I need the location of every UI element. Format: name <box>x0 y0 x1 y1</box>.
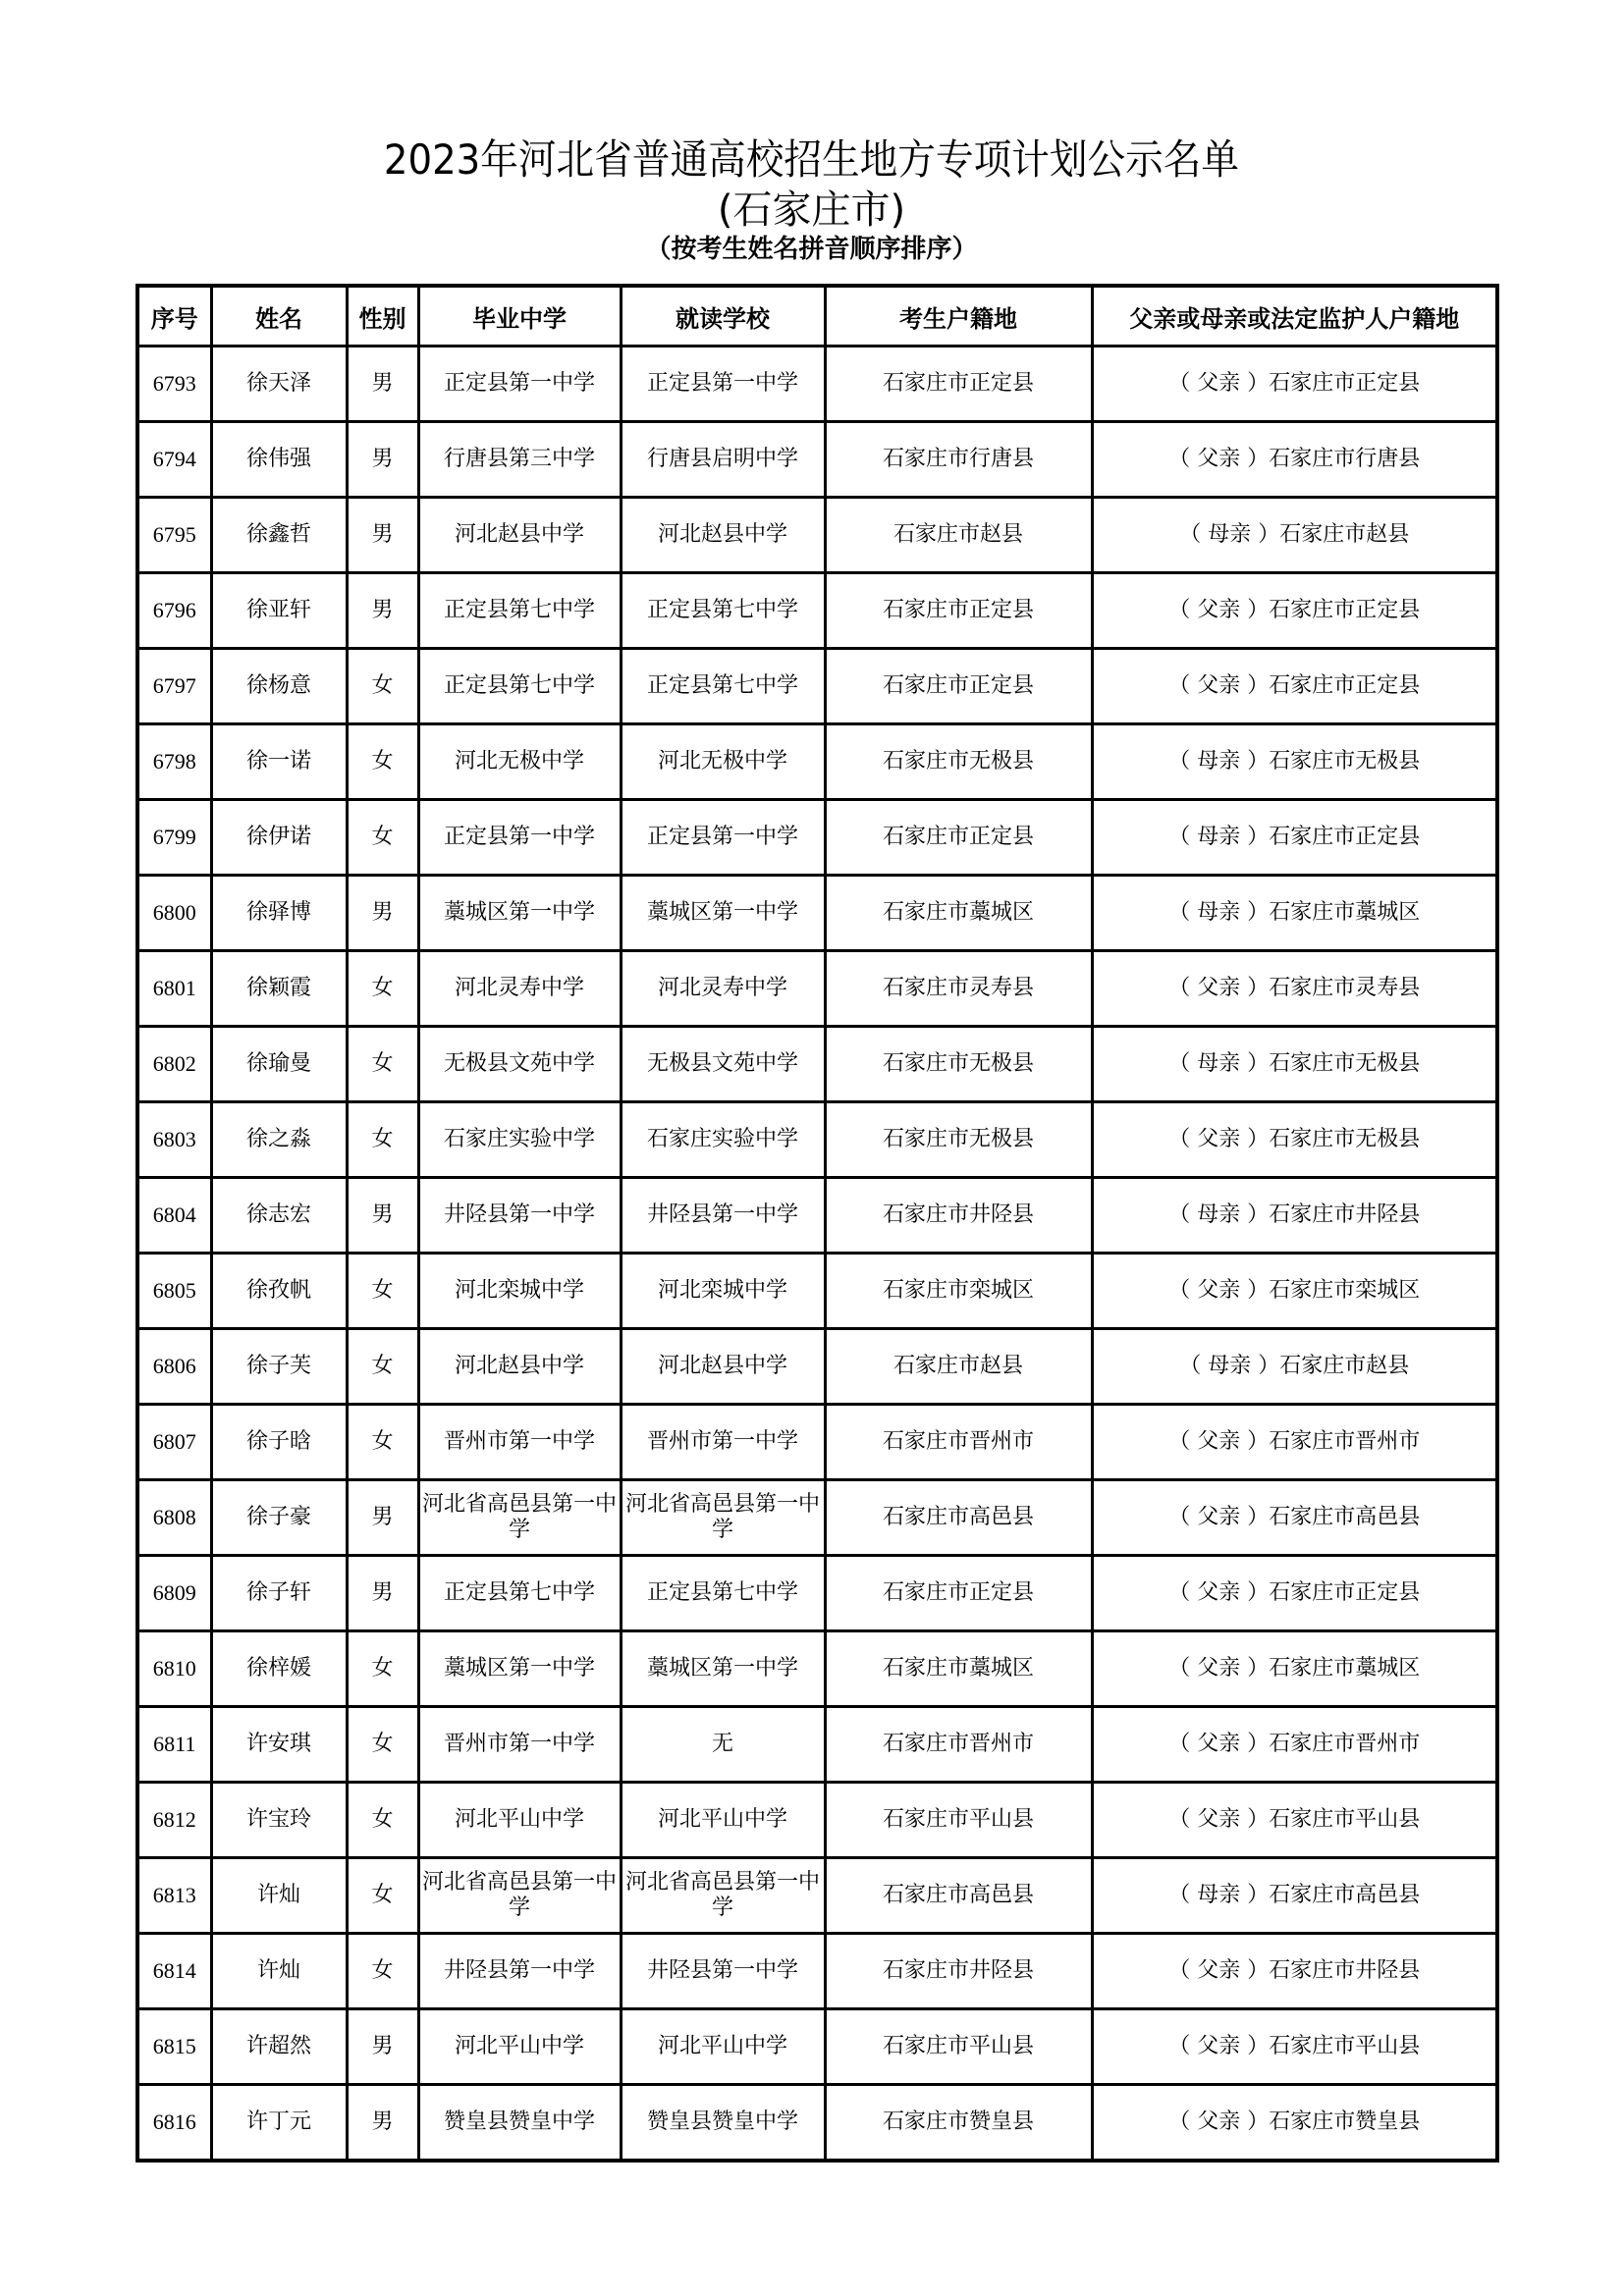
cell-parent-hukou: （ 母亲 ）石家庄市赵县 <box>1092 1329 1497 1405</box>
cell-grad-school: 正定县第七中学 <box>418 1556 621 1631</box>
cell-current-school: 正定县第七中学 <box>621 649 825 724</box>
cell-hukou: 石家庄市井陉县 <box>825 1178 1092 1254</box>
cell-gender: 女 <box>347 800 418 876</box>
cell-current-school: 正定县第一中学 <box>621 800 825 876</box>
cell-grad-school: 正定县第一中学 <box>418 800 621 876</box>
cell-current-school: 河北省高邑县第一中学 <box>621 1858 825 1934</box>
cell-parent-hukou: （ 母亲 ）石家庄市正定县 <box>1092 800 1497 876</box>
cell-name: 许灿 <box>211 1934 347 2009</box>
cell-current-school: 河北省高邑县第一中学 <box>621 1480 825 1556</box>
cell-name: 许宝玲 <box>211 1783 347 1858</box>
cell-parent-hukou: （ 父亲 ）石家庄市行唐县 <box>1092 422 1497 498</box>
cell-name: 许安琪 <box>211 1707 347 1783</box>
cell-current-school: 赞皇县赞皇中学 <box>621 2085 825 2162</box>
cell-hukou: 石家庄市正定县 <box>825 573 1092 649</box>
cell-gender: 女 <box>347 1934 418 2009</box>
cell-parent-hukou: （ 母亲 ）石家庄市赵县 <box>1092 498 1497 573</box>
cell-current-school: 正定县第七中学 <box>621 1556 825 1631</box>
roster-body <box>137 347 1497 2162</box>
table-row <box>137 724 1497 800</box>
cell-grad-school: 河北平山中学 <box>418 2009 621 2085</box>
cell-gender: 男 <box>347 573 418 649</box>
table-row <box>137 649 1497 724</box>
cell-name: 徐志宏 <box>211 1178 347 1254</box>
cell-gender: 男 <box>347 2085 418 2162</box>
document-city: (石家庄市) <box>717 187 906 233</box>
table-row <box>137 1178 1497 1254</box>
cell-parent-hukou: （ 父亲 ）石家庄市晋州市 <box>1092 1707 1497 1783</box>
cell-current-school: 晋州市第一中学 <box>621 1405 825 1480</box>
cell-grad-school: 井陉县第一中学 <box>418 1178 621 1254</box>
cell-no: 6793 <box>137 347 211 422</box>
cell-current-school: 藁城区第一中学 <box>621 876 825 951</box>
cell-no: 6802 <box>137 1027 211 1102</box>
cell-name: 徐一诺 <box>211 724 347 800</box>
cell-name: 徐孜帆 <box>211 1254 347 1329</box>
cell-current-school: 行唐县启明中学 <box>621 422 825 498</box>
cell-hukou: 石家庄市平山县 <box>825 1783 1092 1858</box>
table-row <box>137 573 1497 649</box>
cell-current-school: 河北赵县中学 <box>621 1329 825 1405</box>
cell-no: 6810 <box>137 1631 211 1707</box>
cell-grad-school: 河北赵县中学 <box>418 1329 621 1405</box>
cell-no: 6816 <box>137 2085 211 2162</box>
table-row <box>137 1405 1497 1480</box>
table-row <box>137 1329 1497 1405</box>
cell-gender: 女 <box>347 1707 418 1783</box>
cell-grad-school: 河北赵县中学 <box>418 498 621 573</box>
cell-parent-hukou: （ 父亲 ）石家庄市井陉县 <box>1092 1934 1497 2009</box>
cell-grad-school: 河北省高邑县第一中学 <box>418 1480 621 1556</box>
cell-gender: 女 <box>347 1405 418 1480</box>
cell-name: 徐子豪 <box>211 1480 347 1556</box>
cell-no: 6815 <box>137 2009 211 2085</box>
cell-grad-school: 河北无极中学 <box>418 724 621 800</box>
header-hukou: 考生户籍地 <box>825 286 1092 347</box>
cell-no: 6809 <box>137 1556 211 1631</box>
cell-gender: 男 <box>347 1556 418 1631</box>
table-row <box>137 2009 1497 2085</box>
cell-no: 6798 <box>137 724 211 800</box>
roster-table <box>135 284 1499 2163</box>
cell-no: 6797 <box>137 649 211 724</box>
cell-gender: 女 <box>347 1102 418 1178</box>
cell-parent-hukou: （ 父亲 ）石家庄市平山县 <box>1092 2009 1497 2085</box>
header-parent-hukou: 父亲或母亲或法定监护人户籍地 <box>1092 286 1497 347</box>
cell-hukou: 石家庄市平山县 <box>825 2009 1092 2085</box>
cell-gender: 女 <box>347 1027 418 1102</box>
cell-grad-school: 行唐县第三中学 <box>418 422 621 498</box>
cell-name: 徐梓媛 <box>211 1631 347 1707</box>
cell-no: 6804 <box>137 1178 211 1254</box>
table-row <box>137 1783 1497 1858</box>
cell-gender: 女 <box>347 724 418 800</box>
cell-current-school: 河北平山中学 <box>621 2009 825 2085</box>
header-name: 姓名 <box>211 286 347 347</box>
cell-parent-hukou: （ 母亲 ）石家庄市高邑县 <box>1092 1858 1497 1934</box>
cell-hukou: 石家庄市行唐县 <box>825 422 1092 498</box>
cell-gender: 男 <box>347 1480 418 1556</box>
cell-name: 徐天泽 <box>211 347 347 422</box>
cell-current-school: 河北平山中学 <box>621 1783 825 1858</box>
sort-note: （按考生姓名拼音顺序排序） <box>645 235 978 264</box>
cell-name: 徐子芙 <box>211 1329 347 1405</box>
header-gender: 性别 <box>347 286 418 347</box>
cell-name: 徐杨意 <box>211 649 347 724</box>
cell-parent-hukou: （ 父亲 ）石家庄市正定县 <box>1092 347 1497 422</box>
cell-current-school: 河北栾城中学 <box>621 1254 825 1329</box>
cell-gender: 男 <box>347 498 418 573</box>
table-row <box>137 1254 1497 1329</box>
header-no: 序号 <box>137 286 211 347</box>
cell-grad-school: 河北灵寿中学 <box>418 951 621 1027</box>
header-current-school: 就读学校 <box>621 286 825 347</box>
cell-hukou: 石家庄市高邑县 <box>825 1480 1092 1556</box>
cell-hukou: 石家庄市无极县 <box>825 1027 1092 1102</box>
document-title: 2023年河北省普通高校招生地方专项计划公示名单 <box>383 135 1240 184</box>
cell-no: 6800 <box>137 876 211 951</box>
cell-name: 许超然 <box>211 2009 347 2085</box>
cell-hukou: 石家庄市藁城区 <box>825 1631 1092 1707</box>
cell-hukou: 石家庄市赵县 <box>825 1329 1092 1405</box>
cell-hukou: 石家庄市正定县 <box>825 1556 1092 1631</box>
cell-grad-school: 正定县第七中学 <box>418 649 621 724</box>
cell-name: 徐伟强 <box>211 422 347 498</box>
cell-no: 6801 <box>137 951 211 1027</box>
cell-gender: 男 <box>347 422 418 498</box>
header-grad-school: 毕业中学 <box>418 286 621 347</box>
cell-gender: 男 <box>347 1178 418 1254</box>
cell-no: 6808 <box>137 1480 211 1556</box>
cell-current-school: 河北赵县中学 <box>621 498 825 573</box>
cell-parent-hukou: （ 父亲 ）石家庄市高邑县 <box>1092 1480 1497 1556</box>
cell-current-school: 河北无极中学 <box>621 724 825 800</box>
cell-hukou: 石家庄市井陉县 <box>825 1934 1092 2009</box>
cell-parent-hukou: （ 母亲 ）石家庄市无极县 <box>1092 1027 1497 1102</box>
cell-parent-hukou: （ 父亲 ）石家庄市平山县 <box>1092 1783 1497 1858</box>
cell-no: 6794 <box>137 422 211 498</box>
table-row <box>137 1102 1497 1178</box>
cell-gender: 女 <box>347 951 418 1027</box>
cell-grad-school: 晋州市第一中学 <box>418 1707 621 1783</box>
cell-gender: 女 <box>347 1254 418 1329</box>
cell-name: 徐伊诺 <box>211 800 347 876</box>
table-row <box>137 1858 1497 1934</box>
cell-parent-hukou: （ 父亲 ）石家庄市正定县 <box>1092 1556 1497 1631</box>
cell-parent-hukou: （ 母亲 ）石家庄市藁城区 <box>1092 876 1497 951</box>
table-row <box>137 951 1497 1027</box>
cell-parent-hukou: （ 母亲 ）石家庄市无极县 <box>1092 724 1497 800</box>
cell-grad-school: 无极县文苑中学 <box>418 1027 621 1102</box>
cell-parent-hukou: （ 父亲 ）石家庄市赞皇县 <box>1092 2085 1497 2162</box>
cell-name: 徐子晗 <box>211 1405 347 1480</box>
cell-hukou: 石家庄市藁城区 <box>825 876 1092 951</box>
cell-current-school: 无 <box>621 1707 825 1783</box>
cell-current-school: 井陉县第一中学 <box>621 1178 825 1254</box>
cell-parent-hukou: （ 父亲 ）石家庄市无极县 <box>1092 1102 1497 1178</box>
cell-no: 6803 <box>137 1102 211 1178</box>
cell-parent-hukou: （ 父亲 ）石家庄市藁城区 <box>1092 1631 1497 1707</box>
cell-name: 徐鑫哲 <box>211 498 347 573</box>
cell-current-school: 河北灵寿中学 <box>621 951 825 1027</box>
cell-gender: 女 <box>347 1858 418 1934</box>
cell-parent-hukou: （ 父亲 ）石家庄市正定县 <box>1092 573 1497 649</box>
cell-hukou: 石家庄市正定县 <box>825 800 1092 876</box>
cell-parent-hukou: （ 母亲 ）石家庄市井陉县 <box>1092 1178 1497 1254</box>
cell-hukou: 石家庄市正定县 <box>825 649 1092 724</box>
cell-parent-hukou: （ 父亲 ）石家庄市晋州市 <box>1092 1405 1497 1480</box>
cell-current-school: 正定县第一中学 <box>621 347 825 422</box>
cell-gender: 男 <box>347 876 418 951</box>
cell-name: 徐子轩 <box>211 1556 347 1631</box>
cell-current-school: 藁城区第一中学 <box>621 1631 825 1707</box>
cell-name: 许丁元 <box>211 2085 347 2162</box>
cell-grad-school: 石家庄实验中学 <box>418 1102 621 1178</box>
table-row <box>137 1707 1497 1783</box>
cell-no: 6807 <box>137 1405 211 1480</box>
cell-hukou: 石家庄市无极县 <box>825 724 1092 800</box>
cell-no: 6799 <box>137 800 211 876</box>
cell-gender: 男 <box>347 347 418 422</box>
cell-gender: 男 <box>347 2009 418 2085</box>
cell-name: 徐驿博 <box>211 876 347 951</box>
table-row <box>137 800 1497 876</box>
cell-hukou: 石家庄市正定县 <box>825 347 1092 422</box>
header-row <box>137 286 1497 347</box>
cell-name: 徐亚轩 <box>211 573 347 649</box>
cell-no: 6814 <box>137 1934 211 2009</box>
table-row <box>137 1934 1497 2009</box>
cell-gender: 女 <box>347 649 418 724</box>
cell-parent-hukou: （ 父亲 ）石家庄市灵寿县 <box>1092 951 1497 1027</box>
cell-hukou: 石家庄市晋州市 <box>825 1707 1092 1783</box>
cell-name: 徐瑜曼 <box>211 1027 347 1102</box>
cell-hukou: 石家庄市灵寿县 <box>825 951 1092 1027</box>
cell-hukou: 石家庄市栾城区 <box>825 1254 1092 1329</box>
cell-no: 6812 <box>137 1783 211 1858</box>
table-row <box>137 2085 1497 2162</box>
cell-current-school: 正定县第七中学 <box>621 573 825 649</box>
cell-current-school: 井陉县第一中学 <box>621 1934 825 2009</box>
cell-grad-school: 河北栾城中学 <box>418 1254 621 1329</box>
cell-hukou: 石家庄市赵县 <box>825 498 1092 573</box>
cell-hukou: 石家庄市晋州市 <box>825 1405 1092 1480</box>
cell-grad-school: 河北省高邑县第一中学 <box>418 1858 621 1934</box>
cell-gender: 女 <box>347 1783 418 1858</box>
table-row <box>137 498 1497 573</box>
cell-hukou: 石家庄市无极县 <box>825 1102 1092 1178</box>
cell-grad-school: 藁城区第一中学 <box>418 876 621 951</box>
cell-gender: 女 <box>347 1329 418 1405</box>
cell-parent-hukou: （ 父亲 ）石家庄市栾城区 <box>1092 1254 1497 1329</box>
cell-hukou: 石家庄市高邑县 <box>825 1858 1092 1934</box>
cell-hukou: 石家庄市赞皇县 <box>825 2085 1092 2162</box>
table-row <box>137 422 1497 498</box>
table-row <box>137 1480 1497 1556</box>
table-row <box>137 347 1497 422</box>
cell-parent-hukou: （ 父亲 ）石家庄市正定县 <box>1092 649 1497 724</box>
cell-name: 徐颖霞 <box>211 951 347 1027</box>
cell-grad-school: 正定县第七中学 <box>418 573 621 649</box>
cell-current-school: 石家庄实验中学 <box>621 1102 825 1178</box>
cell-name: 徐之淼 <box>211 1102 347 1178</box>
cell-gender: 女 <box>347 1631 418 1707</box>
table-row <box>137 1556 1497 1631</box>
cell-no: 6811 <box>137 1707 211 1783</box>
cell-grad-school: 赞皇县赞皇中学 <box>418 2085 621 2162</box>
cell-no: 6805 <box>137 1254 211 1329</box>
cell-name: 许灿 <box>211 1858 347 1934</box>
cell-grad-school: 正定县第一中学 <box>418 347 621 422</box>
cell-grad-school: 井陉县第一中学 <box>418 1934 621 2009</box>
table-row <box>137 1027 1497 1102</box>
cell-grad-school: 晋州市第一中学 <box>418 1405 621 1480</box>
table-row <box>137 1631 1497 1707</box>
table-row <box>137 876 1497 951</box>
cell-no: 6813 <box>137 1858 211 1934</box>
cell-no: 6795 <box>137 498 211 573</box>
cell-grad-school: 河北平山中学 <box>418 1783 621 1858</box>
cell-grad-school: 藁城区第一中学 <box>418 1631 621 1707</box>
cell-current-school: 无极县文苑中学 <box>621 1027 825 1102</box>
cell-no: 6806 <box>137 1329 211 1405</box>
cell-no: 6796 <box>137 573 211 649</box>
